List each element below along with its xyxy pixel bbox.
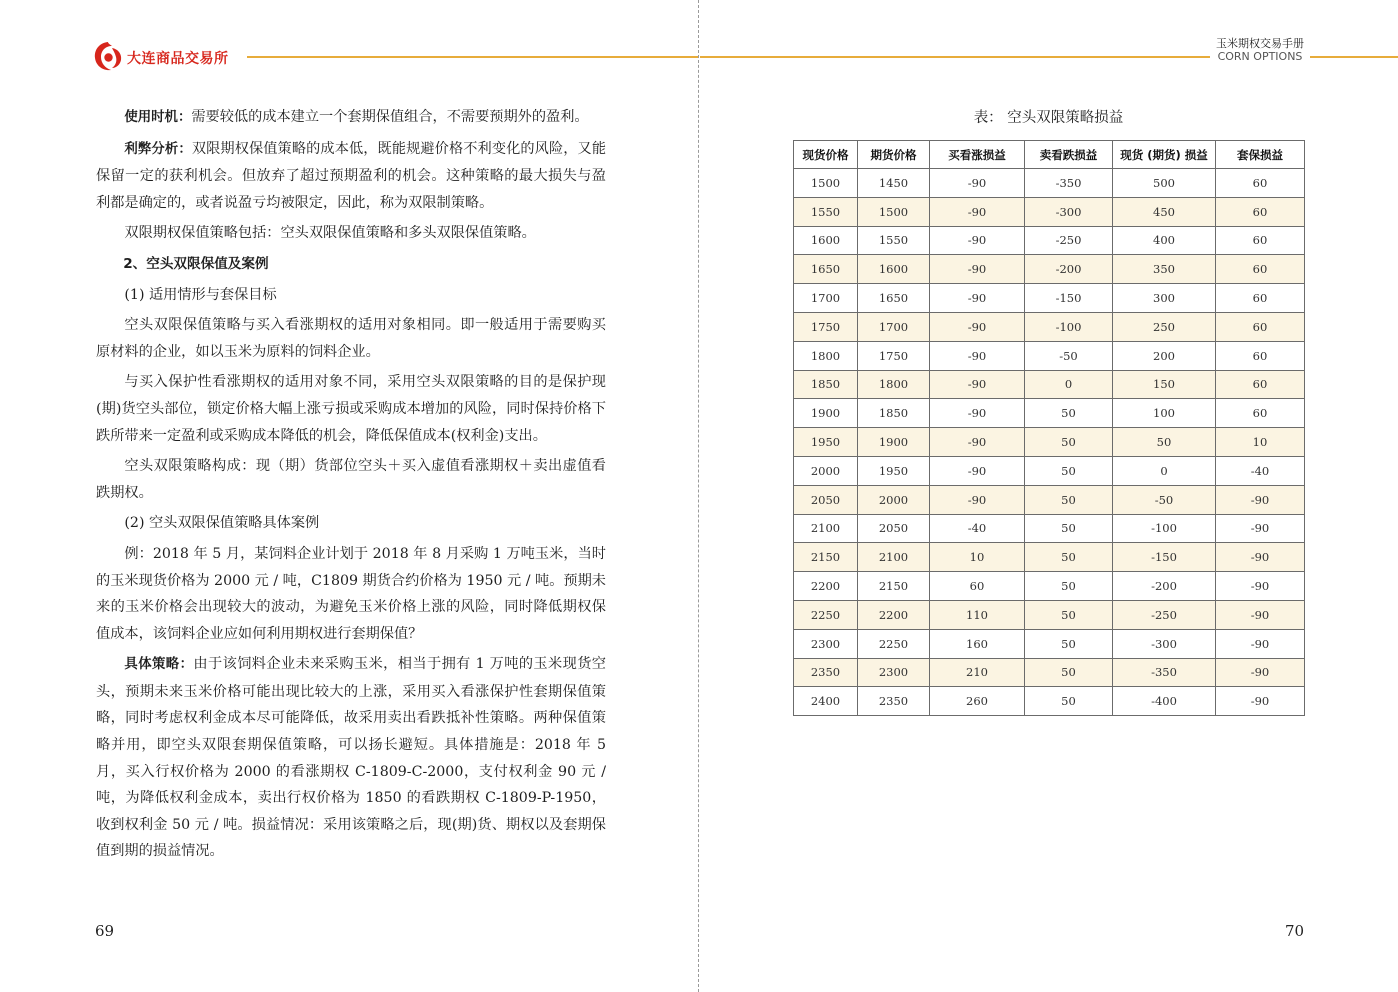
table-cell: 1950 xyxy=(858,456,930,485)
table-header-row xyxy=(794,141,1305,169)
paragraph-text: 双限期权保值策略包括：空头双限保值策略和多头双限保值策略。 xyxy=(124,225,536,242)
header-rule-right xyxy=(700,56,1210,58)
table-cell: 60 xyxy=(1216,284,1305,313)
table-cell: 2050 xyxy=(794,485,858,514)
column-header: 现货 (期货) 损益 xyxy=(1113,141,1216,169)
table-cell: 50 xyxy=(1025,543,1113,572)
table-cell: -90 xyxy=(1216,485,1305,514)
paragraph xyxy=(96,104,606,132)
table-cell: 60 xyxy=(1216,399,1305,428)
table-row xyxy=(794,600,1305,629)
table-row xyxy=(794,341,1305,370)
running-title: 玉米期权交易手册 xyxy=(1216,37,1304,50)
table-cell: 50 xyxy=(1113,428,1216,457)
table-cell: 50 xyxy=(1025,572,1113,601)
table-cell: -90 xyxy=(930,169,1025,198)
table-cell: -40 xyxy=(930,514,1025,543)
table-cell: -90 xyxy=(930,399,1025,428)
table-cell: 50 xyxy=(1025,600,1113,629)
table-cell: -90 xyxy=(1216,514,1305,543)
table-cell: 160 xyxy=(930,629,1025,658)
table-cell: 2350 xyxy=(794,658,858,687)
table-cell: -300 xyxy=(1113,629,1216,658)
paragraph xyxy=(96,541,606,647)
table-cell: 1550 xyxy=(858,226,930,255)
table-cell: 50 xyxy=(1025,687,1113,716)
table-cell: -90 xyxy=(930,284,1025,313)
table-cell: -90 xyxy=(1216,572,1305,601)
table-cell: 2350 xyxy=(858,687,930,716)
table-cell: -90 xyxy=(930,341,1025,370)
paragraph-text: 由于该饲料企业未来采购玉米，相当于拥有 1 万吨的玉米现货空头，预期未来玉米价格可能出现比较大的上涨，采用买入看涨保护性套期保值策略，同时考虑权利金成本尽可能降低，故采用卖出看跌抵补性策略。两种保值策略并用，即空头双限套期保值策略，可以扬长避短。具体措施是：2018 年 5 月，买入行权价格为 2000 的看涨期权 C-1809-C-2000，支付权利金 90 元 / 吨，为降低权利金成本，卖出行权价格为 1850 的看跌期权 C-1809-P-1950，收到权利金 50 元 / 吨。损益情况：采用该策略之后，现(期)货、期权以及套期保值到期的损益情况。 xyxy=(96,656,606,860)
paragraph-lead: 利弊分析： xyxy=(124,141,192,157)
table-cell: 60 xyxy=(1216,312,1305,341)
table-cell: -90 xyxy=(930,226,1025,255)
table-cell: 50 xyxy=(1025,629,1113,658)
table-cell: 2050 xyxy=(858,514,930,543)
paragraph xyxy=(96,510,606,537)
table-cell: 50 xyxy=(1025,658,1113,687)
table-cell: -90 xyxy=(930,197,1025,226)
table-row xyxy=(794,572,1305,601)
paragraph xyxy=(96,369,606,449)
table-cell: 60 xyxy=(1216,169,1305,198)
table-cell: 60 xyxy=(1216,226,1305,255)
table-cell: -90 xyxy=(1216,658,1305,687)
header-rule-right-end xyxy=(1310,56,1398,58)
table-cell: -250 xyxy=(1113,600,1216,629)
table-cell: -150 xyxy=(1113,543,1216,572)
table-cell: 10 xyxy=(1216,428,1305,457)
table-cell: 1600 xyxy=(794,226,858,255)
table-row xyxy=(794,312,1305,341)
table-cell: 0 xyxy=(1113,456,1216,485)
paragraph xyxy=(96,312,606,365)
table-cell: 60 xyxy=(1216,341,1305,370)
table-cell: 1650 xyxy=(794,255,858,284)
table-row xyxy=(794,226,1305,255)
column-header: 买看涨损益 xyxy=(930,141,1025,169)
running-subtitle: CORN OPTIONS xyxy=(1217,50,1303,63)
table-cell: 350 xyxy=(1113,255,1216,284)
table-cell: -90 xyxy=(1216,629,1305,658)
paragraph-text: 空头双限策略构成：现（期）货部位空头＋买入虚值看涨期权＋卖出虚值看跌期权。 xyxy=(96,458,606,501)
table-row xyxy=(794,428,1305,457)
table-row xyxy=(794,514,1305,543)
table-cell: -400 xyxy=(1113,687,1216,716)
table-cell: 60 xyxy=(1216,197,1305,226)
table-cell: -300 xyxy=(1025,197,1113,226)
table-cell: 2300 xyxy=(794,629,858,658)
table-cell: 250 xyxy=(1113,312,1216,341)
table-cell: -150 xyxy=(1025,284,1113,313)
table-cell: 1700 xyxy=(794,284,858,313)
paragraph-text: 需要较低的成本建立一个套期保值组合，不需要预期外的盈利。 xyxy=(191,109,589,125)
table-cell: 2150 xyxy=(794,543,858,572)
table-cell: -40 xyxy=(1216,456,1305,485)
table-cell: -90 xyxy=(930,370,1025,399)
page-number-left: 69 xyxy=(95,922,115,940)
column-header: 现货价格 xyxy=(794,141,858,169)
paragraph xyxy=(96,453,606,506)
page-fold-divider xyxy=(698,0,699,992)
paragraph xyxy=(96,282,606,309)
table-row xyxy=(794,370,1305,399)
table-cell: 300 xyxy=(1113,284,1216,313)
table-row xyxy=(794,255,1305,284)
table-cell: 50 xyxy=(1025,456,1113,485)
page-number-right: 70 xyxy=(1285,922,1305,940)
table-cell: 50 xyxy=(1025,399,1113,428)
table-cell: 450 xyxy=(1113,197,1216,226)
table-cell: -90 xyxy=(930,312,1025,341)
table-cell: -90 xyxy=(1216,543,1305,572)
table-cell: -350 xyxy=(1025,169,1113,198)
paragraph xyxy=(96,220,606,247)
table-cell: -50 xyxy=(1025,341,1113,370)
table-cell: 1850 xyxy=(794,370,858,399)
table-cell: 2200 xyxy=(794,572,858,601)
column-header: 期货价格 xyxy=(858,141,930,169)
table-cell: 2200 xyxy=(858,600,930,629)
table-cell: 2100 xyxy=(858,543,930,572)
table-cell: -100 xyxy=(1113,514,1216,543)
table-title: 表： 空头双限策略损益 xyxy=(973,110,1124,126)
table-row xyxy=(794,629,1305,658)
table-row xyxy=(794,658,1305,687)
paragraph-text: (2) 空头双限保值策略具体案例 xyxy=(124,515,320,532)
table-cell: 400 xyxy=(1113,226,1216,255)
table-cell: 150 xyxy=(1113,370,1216,399)
paragraph-text: (1) 适用情形与套保目标 xyxy=(124,286,277,303)
table-cell: 2000 xyxy=(858,485,930,514)
left-page-body xyxy=(96,104,606,869)
table-cell: -90 xyxy=(1216,687,1305,716)
table-cell: -90 xyxy=(930,485,1025,514)
table-cell: 1650 xyxy=(858,284,930,313)
table-cell: 2150 xyxy=(858,572,930,601)
table-cell: 1600 xyxy=(858,255,930,284)
table-cell: -50 xyxy=(1113,485,1216,514)
header-rule-left xyxy=(247,56,698,58)
table-cell: 50 xyxy=(1025,428,1113,457)
table-row xyxy=(794,485,1305,514)
table-cell: 2000 xyxy=(794,456,858,485)
table-cell: 50 xyxy=(1025,514,1113,543)
dce-logo-icon xyxy=(93,40,123,72)
table-cell: 1500 xyxy=(794,169,858,198)
table-cell: -250 xyxy=(1025,226,1113,255)
table-cell: 1800 xyxy=(794,341,858,370)
table-cell: 200 xyxy=(1113,341,1216,370)
column-header: 卖看跌损益 xyxy=(1025,141,1113,169)
section-heading: 2、空头双限保值及案例 xyxy=(123,255,269,272)
table-row xyxy=(794,687,1305,716)
table-cell: -90 xyxy=(1216,600,1305,629)
table-cell: 1900 xyxy=(794,399,858,428)
table-cell: 1450 xyxy=(858,169,930,198)
table-cell: 1850 xyxy=(858,399,930,428)
table-cell: 1750 xyxy=(794,312,858,341)
table-cell: 110 xyxy=(930,600,1025,629)
paragraph xyxy=(96,136,606,217)
table-cell: 260 xyxy=(930,687,1025,716)
table-cell: 60 xyxy=(1216,370,1305,399)
table-cell: -200 xyxy=(1113,572,1216,601)
exchange-name: 大连商品交易所 xyxy=(127,51,229,67)
paragraph-text: 空头双限保值策略与买入看涨期权的适用对象相同。即一般适用于需要购买原材料的企业，如以玉米为原料的饲料企业。 xyxy=(96,317,606,360)
table-cell: -100 xyxy=(1025,312,1113,341)
table-cell: 10 xyxy=(930,543,1025,572)
table-cell: 1500 xyxy=(858,197,930,226)
table-row xyxy=(794,169,1305,198)
table-cell: 2300 xyxy=(858,658,930,687)
table-row xyxy=(794,399,1305,428)
payoff-table xyxy=(793,140,1305,716)
table-cell: 2400 xyxy=(794,687,858,716)
table-cell: 50 xyxy=(1025,485,1113,514)
table-row xyxy=(794,456,1305,485)
table-cell: 0 xyxy=(1025,370,1113,399)
table-row xyxy=(794,543,1305,572)
table-cell: -350 xyxy=(1113,658,1216,687)
table-cell: 60 xyxy=(930,572,1025,601)
paragraph-lead: 使用时机： xyxy=(124,110,192,125)
table-cell: 1900 xyxy=(858,428,930,457)
table-cell: 2100 xyxy=(794,514,858,543)
table-cell: 2250 xyxy=(794,600,858,629)
table-cell: -90 xyxy=(930,428,1025,457)
table-cell: 1700 xyxy=(858,312,930,341)
table-row xyxy=(794,197,1305,226)
paragraph-text: 例：2018 年 5 月，某饲料企业计划于 2018 年 8 月采购 1 万吨玉米，当时的玉米现货价格为 2000 元 / 吨，C1809 期货合约价格为 1950 元 / 吨。预期未来的玉米价格会出现较大的波动，为避免玉米价格上涨的风险，同时降低期权保值成本，该饲料企业应如何利用期权进行套期保值？ xyxy=(96,545,606,642)
table-cell: 500 xyxy=(1113,169,1216,198)
table-cell: 1800 xyxy=(858,370,930,399)
table-cell: -200 xyxy=(1025,255,1113,284)
table-cell: 60 xyxy=(1216,255,1305,284)
table-cell: 1750 xyxy=(858,341,930,370)
table-cell: 1550 xyxy=(794,197,858,226)
table-cell: 2250 xyxy=(858,629,930,658)
paragraph-lead: 具体策略： xyxy=(124,657,194,673)
table-cell: 210 xyxy=(930,658,1025,687)
table-cell: -90 xyxy=(930,456,1025,485)
paragraph-text: 与买入保护性看涨期权的适用对象不同，采用空头双限策略的目的是保护现(期)货空头部位，锁定价格大幅上涨亏损或采购成本增加的风险，同时保持价格下跌所带来一定盈利或采购成本降低的机会，降低保值成本(权利金)支出。 xyxy=(96,374,606,444)
table-cell: 1950 xyxy=(794,428,858,457)
column-header: 套保损益 xyxy=(1216,141,1305,169)
paragraph xyxy=(96,651,606,865)
table-row xyxy=(794,284,1305,313)
paragraph-text: 双限期权保值策略的成本低，既能规避价格不利变化的风险，又能保留一定的获利机会。但放弃了超过预期盈利的机会。这种策略的最大损失与盈利都是确定的，或者说盈亏均被限定，因此，称为双限制策略。 xyxy=(96,140,607,211)
table-cell: 100 xyxy=(1113,399,1216,428)
table-cell: -90 xyxy=(930,255,1025,284)
